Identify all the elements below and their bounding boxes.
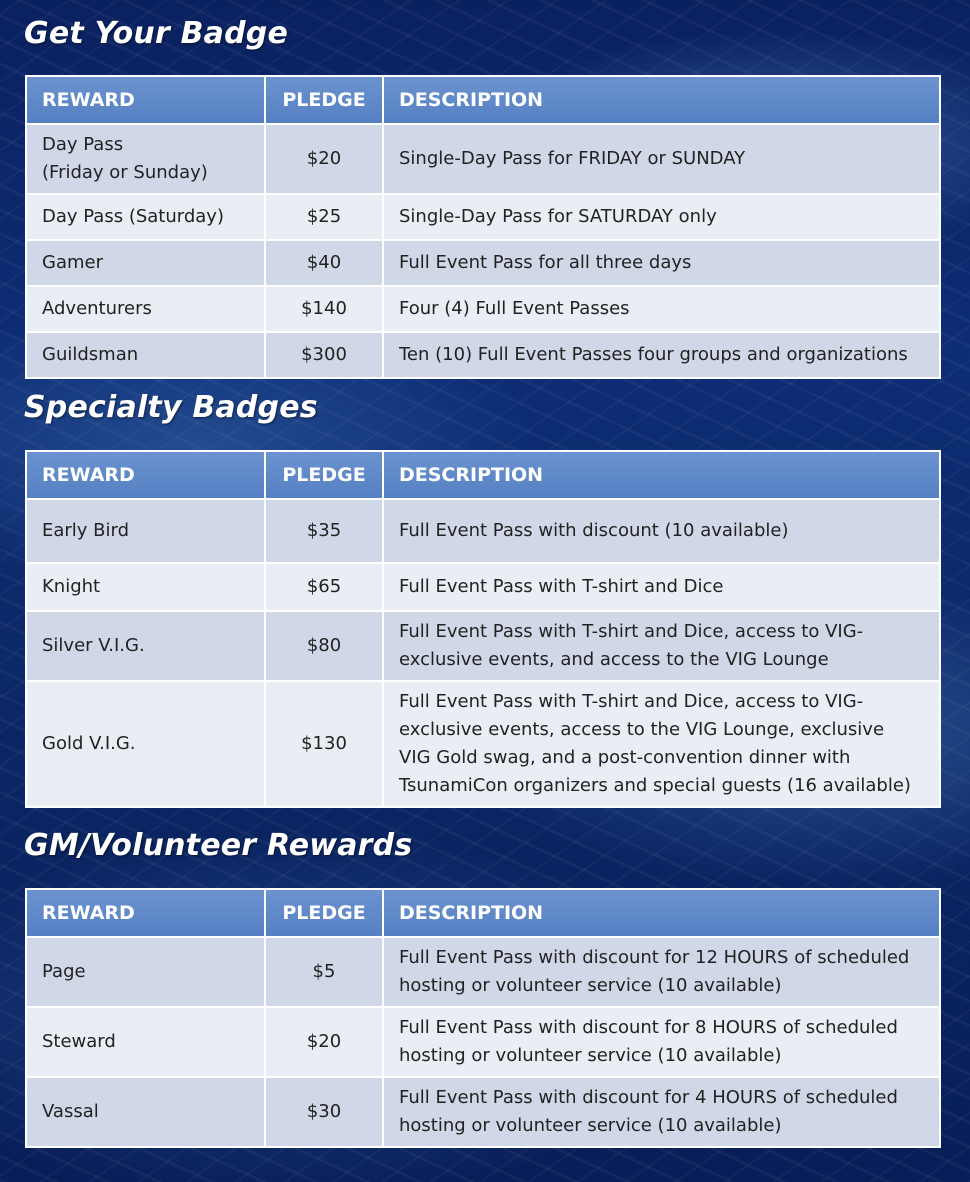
reward-cell: Knight [26, 563, 265, 611]
description-cell: Full Event Pass with discount for 8 HOURS of scheduled hosting or volunteer service (10 available) [383, 1007, 940, 1077]
pledge-cell: $80 [265, 611, 383, 681]
volunteer-table [25, 888, 941, 1148]
table-row [26, 286, 940, 332]
section-title-gm-volunteer-rewards: GM/Volunteer Rewards [24, 828, 413, 863]
pledge-cell: $20 [265, 124, 383, 194]
reward-column-header: REWARD [26, 889, 265, 937]
reward-cell: Guildsman [26, 332, 265, 378]
badge-table [25, 75, 941, 379]
reward-cell: Day Pass (Friday or Sunday) [26, 124, 265, 194]
pledge-cell: $130 [265, 681, 383, 807]
section-title-specialty-badges: Specialty Badges [24, 390, 318, 425]
description-cell: Single-Day Pass for SATURDAY only [383, 194, 940, 240]
table-row [26, 499, 940, 563]
description-cell: Full Event Pass with discount (10 available) [383, 499, 940, 563]
table-row [26, 240, 940, 286]
table-header-row [26, 451, 940, 499]
reward-cell: Adventurers [26, 286, 265, 332]
table-row [26, 937, 940, 1007]
reward-cell: Vassal [26, 1077, 265, 1147]
description-cell: Full Event Pass for all three days [383, 240, 940, 286]
description-cell: Four (4) Full Event Passes [383, 286, 940, 332]
reward-cell: Early Bird [26, 499, 265, 563]
pledge-cell: $5 [265, 937, 383, 1007]
description-cell: Full Event Pass with T-shirt and Dice [383, 563, 940, 611]
description-cell: Single-Day Pass for FRIDAY or SUNDAY [383, 124, 940, 194]
reward-cell: Silver V.I.G. [26, 611, 265, 681]
pledge-cell: $35 [265, 499, 383, 563]
specialty-table [25, 450, 941, 808]
reward-cell: Day Pass (Saturday) [26, 194, 265, 240]
pledge-cell: $20 [265, 1007, 383, 1077]
pledge-cell: $300 [265, 332, 383, 378]
description-cell: Full Event Pass with T-shirt and Dice, access to VIG- exclusive events, and access to the VIG Lounge [383, 611, 940, 681]
description-cell: Full Event Pass with discount for 4 HOURS of scheduled hosting or volunteer service (10 available) [383, 1077, 940, 1147]
pledge-cell: $30 [265, 1077, 383, 1147]
table-header-row [26, 76, 940, 124]
table-row [26, 1077, 940, 1147]
table-row [26, 681, 940, 807]
table-row [26, 194, 940, 240]
table-row [26, 563, 940, 611]
pledge-column-header: PLEDGE [265, 451, 383, 499]
description-cell: Full Event Pass with T-shirt and Dice, access to VIG- exclusive events, access to the VIG Lounge, exclusive VIG Gold swag, and a post-convention dinner with TsunamiCon organizers and special guests (16 available) [383, 681, 940, 807]
table-row [26, 611, 940, 681]
reward-cell: Steward [26, 1007, 265, 1077]
pledge-cell: $25 [265, 194, 383, 240]
description-column-header: DESCRIPTION [383, 889, 940, 937]
reward-cell: Page [26, 937, 265, 1007]
reward-column-header: REWARD [26, 451, 265, 499]
description-cell: Ten (10) Full Event Passes four groups and organizations [383, 332, 940, 378]
pledge-column-header: PLEDGE [265, 76, 383, 124]
reward-cell: Gamer [26, 240, 265, 286]
section-title-get-your-badge: Get Your Badge [24, 16, 289, 51]
pledge-cell: $40 [265, 240, 383, 286]
pledge-cell: $140 [265, 286, 383, 332]
description-column-header: DESCRIPTION [383, 76, 940, 124]
description-column-header: DESCRIPTION [383, 451, 940, 499]
table-row [26, 124, 940, 194]
reward-column-header: REWARD [26, 76, 265, 124]
description-cell: Full Event Pass with discount for 12 HOURS of scheduled hosting or volunteer service (10 available) [383, 937, 940, 1007]
reward-cell: Gold V.I.G. [26, 681, 265, 807]
table-header-row [26, 889, 940, 937]
pledge-cell: $65 [265, 563, 383, 611]
table-row [26, 332, 940, 378]
pledge-column-header: PLEDGE [265, 889, 383, 937]
table-row [26, 1007, 940, 1077]
